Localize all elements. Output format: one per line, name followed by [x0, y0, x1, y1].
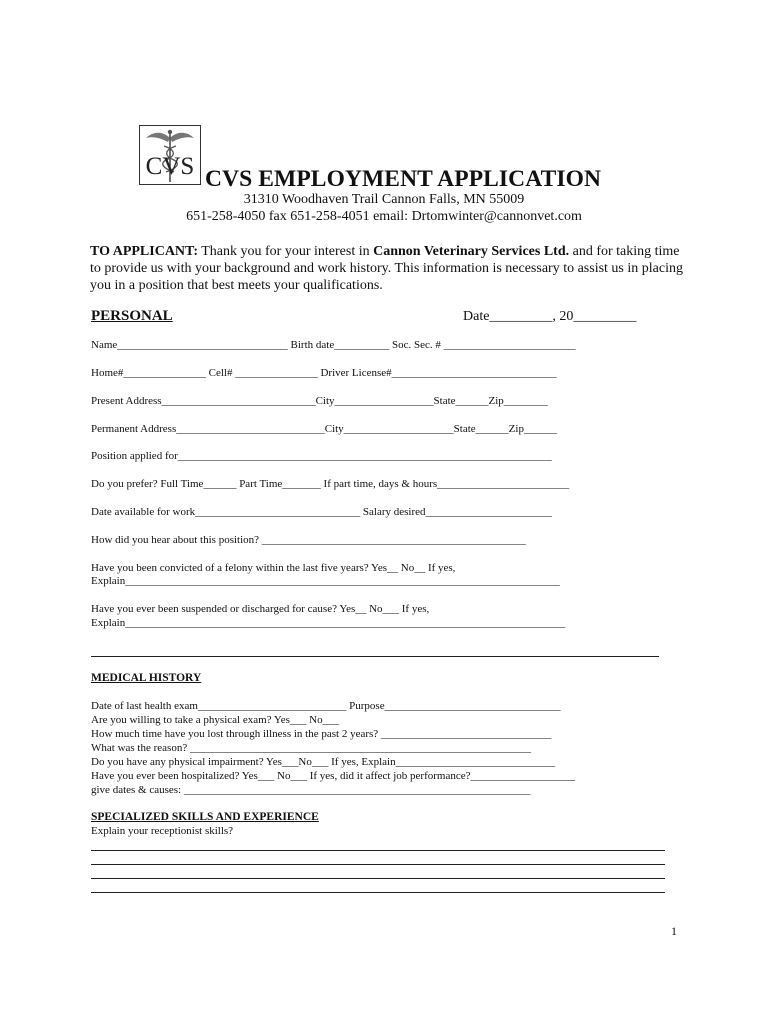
dates-causes-line[interactable]: give dates & causes: _______________________________________________________________: [91, 784, 531, 796]
page-number: 1: [671, 924, 677, 938]
hospitalized-question[interactable]: Have you ever been hospitalized? Yes___ No___ If yes, did it affect job performance?___________________: [91, 770, 575, 782]
date-field[interactable]: Date_________, 20_________: [463, 309, 637, 324]
intro-text-2: and for taking time to provide us with your background and work history. This information is necessary to assist us in placing you in a position that best meets your qualifications.: [90, 244, 683, 293]
hear-about-line[interactable]: How did you hear about this position? ________________________________________________: [91, 534, 526, 546]
intro-lead: TO APPLICANT:: [90, 244, 198, 259]
present-address-line[interactable]: Present Address____________________________City__________________State______Zip________: [91, 395, 548, 407]
suspended-explain-line[interactable]: Explain________________________________________________________________________________: [91, 617, 566, 629]
receptionist-skills-prompt: Explain your receptionist skills?: [91, 825, 234, 837]
availability-salary-line[interactable]: Date available for work______________________________ Salary desired_______________________: [91, 506, 553, 518]
caduceus-logo-icon: [140, 126, 200, 184]
medical-section-title: MEDICAL HISTORY: [91, 672, 202, 684]
skills-section-title: SPECIALIZED SKILLS AND EXPERIENCE: [91, 811, 319, 823]
illness-reason-line[interactable]: What was the reason? ______________________________________________________________: [91, 742, 531, 754]
page-title: CVS EMPLOYMENT APPLICATION: [205, 166, 602, 192]
intro-paragraph: [90, 243, 686, 294]
suspended-question[interactable]: Have you ever been suspended or discharged for cause? Yes__ No___ If yes,: [91, 603, 430, 615]
intro-company: Cannon Veterinary Services Ltd.: [373, 244, 570, 259]
skills-answer-line[interactable]: [91, 864, 665, 865]
time-preference-line[interactable]: Do you prefer? Full Time______ Part Time_______ If part time, days & hours________________________: [91, 478, 570, 490]
personal-section-title: PERSONAL: [91, 308, 173, 324]
felony-question[interactable]: Have you been convicted of a felony within the last five years? Yes__ No__ If yes,: [91, 562, 456, 574]
physical-exam-question[interactable]: Are you willing to take a physical exam? Yes___ No___: [91, 714, 340, 726]
phone-license-line[interactable]: Home#_______________ Cell# _______________ Driver License#______________________________: [91, 367, 557, 379]
logo-lettering: CVS: [145, 153, 195, 180]
skills-answer-line[interactable]: [91, 878, 665, 879]
position-applied-line[interactable]: Position applied for____________________________________________________________________: [91, 450, 552, 462]
company-contact: 651-258-4050 fax 651-258-4051 email: Drtomwinter@cannonvet.com: [186, 209, 582, 224]
cvs-logo: [139, 125, 201, 185]
intro-text-1: Thank you for your interest in: [198, 244, 374, 259]
skills-answer-line[interactable]: [91, 850, 665, 851]
name-birthdate-ssn-line[interactable]: Name_______________________________ Birth date__________ Soc. Sec. # ________________________: [91, 339, 576, 351]
impairment-question[interactable]: Do you have any physical impairment? Yes___No___ If yes, Explain_____________________________: [91, 756, 556, 768]
company-address: 31310 Woodhaven Trail Cannon Falls, MN 55009: [243, 192, 525, 207]
skills-answer-line[interactable]: [91, 892, 665, 893]
felony-explain-line[interactable]: Explain_______________________________________________________________________________: [91, 575, 560, 587]
permanent-address-line[interactable]: Permanent Address___________________________City____________________State______Zip______: [91, 423, 557, 435]
blank-answer-line[interactable]: [91, 656, 659, 657]
illness-time-line[interactable]: How much time have you lost through illness in the past 2 years? _______________________________: [91, 728, 552, 740]
health-exam-line[interactable]: Date of last health exam___________________________ Purpose________________________________: [91, 700, 561, 712]
